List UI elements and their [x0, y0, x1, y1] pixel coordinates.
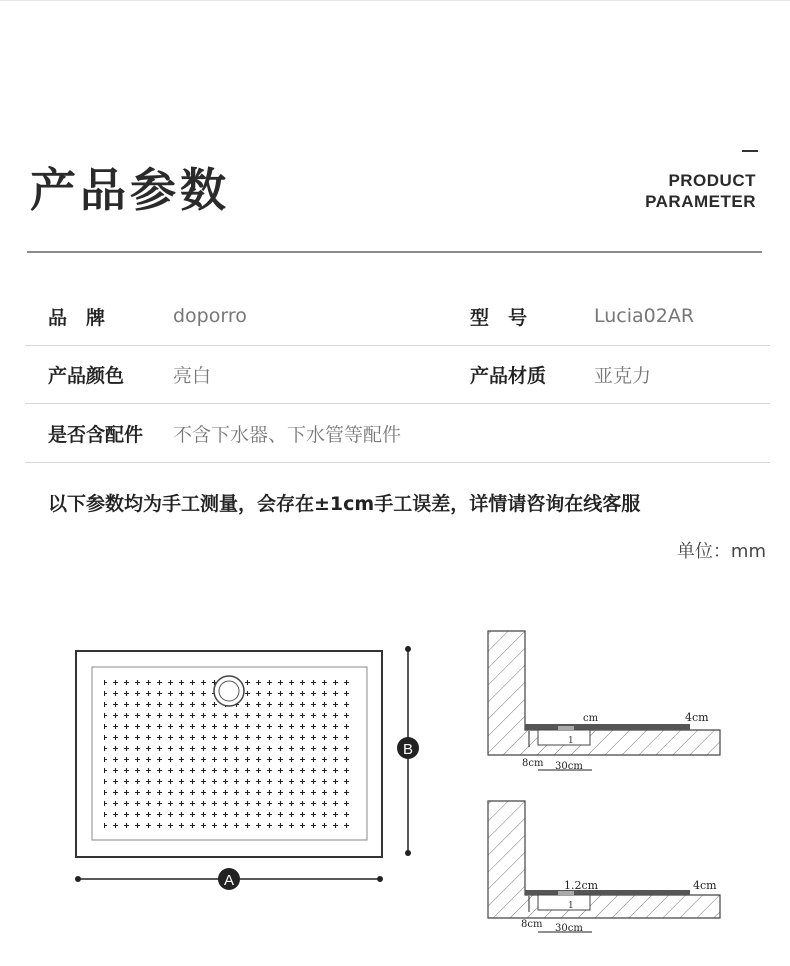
dimension-a-label: A	[223, 872, 235, 889]
edge-height-label: 4cm	[685, 711, 709, 724]
english-title-line2: PARAMETER	[645, 192, 756, 211]
thickness-label: 1.2cm	[564, 879, 599, 892]
row-divider	[25, 462, 770, 463]
top-divider	[0, 0, 790, 1]
english-title	[645, 170, 756, 212]
material-value: 亚克力	[594, 365, 652, 387]
edge-height-label: 4cm	[693, 879, 717, 892]
cross-section-diagram-2	[480, 795, 730, 945]
wall-floor-section	[488, 631, 720, 755]
drain-inner-ring	[219, 681, 239, 701]
drain-cap	[558, 726, 574, 730]
measurement-note: 以下参数均为手工测量，会存在±1cm手工误差，详情请咨询在线客服	[48, 493, 641, 515]
dimension-b-end	[405, 646, 411, 652]
tray-slab	[525, 890, 690, 895]
width-label: 30cm	[555, 761, 583, 772]
title-dash-accent	[742, 150, 758, 152]
brand-label: 品 牌	[48, 307, 106, 329]
drain-box	[538, 895, 590, 910]
depth-label: 8cm	[521, 919, 543, 930]
drain-number: 1	[568, 901, 574, 911]
width-label: 30cm	[555, 923, 583, 934]
page-title: 产品参数	[30, 163, 230, 217]
thickness-label: cm	[583, 713, 599, 724]
dimension-a-end	[75, 876, 81, 882]
depth-label: 8cm	[522, 758, 544, 769]
tray-top-view-diagram	[0, 600, 440, 900]
material-label: 产品材质	[470, 365, 547, 387]
drain-box	[538, 730, 590, 745]
tray-slab	[525, 724, 690, 730]
drain-number: 1	[568, 736, 574, 746]
color-label: 产品颜色	[48, 365, 125, 387]
title-rule	[27, 251, 762, 253]
cross-section-diagram-1	[480, 625, 730, 775]
accessory-value: 不含下水器、下水管等配件	[173, 424, 402, 446]
row-divider	[25, 403, 770, 404]
model-value: Lucia02AR	[594, 305, 695, 327]
english-title-line1: PRODUCT	[668, 171, 756, 190]
accessory-label: 是否含配件	[48, 424, 144, 446]
model-label: 型 号	[470, 307, 528, 329]
unit-label: 单位：mm	[676, 541, 766, 562]
wall-floor-section	[488, 801, 720, 918]
dimension-b-label: B	[402, 741, 414, 758]
dimension-a-end	[377, 876, 383, 882]
color-value: 亮白	[173, 365, 212, 387]
row-divider	[25, 345, 770, 346]
brand-value: doporro	[173, 305, 247, 327]
dimension-b-end	[405, 850, 411, 856]
